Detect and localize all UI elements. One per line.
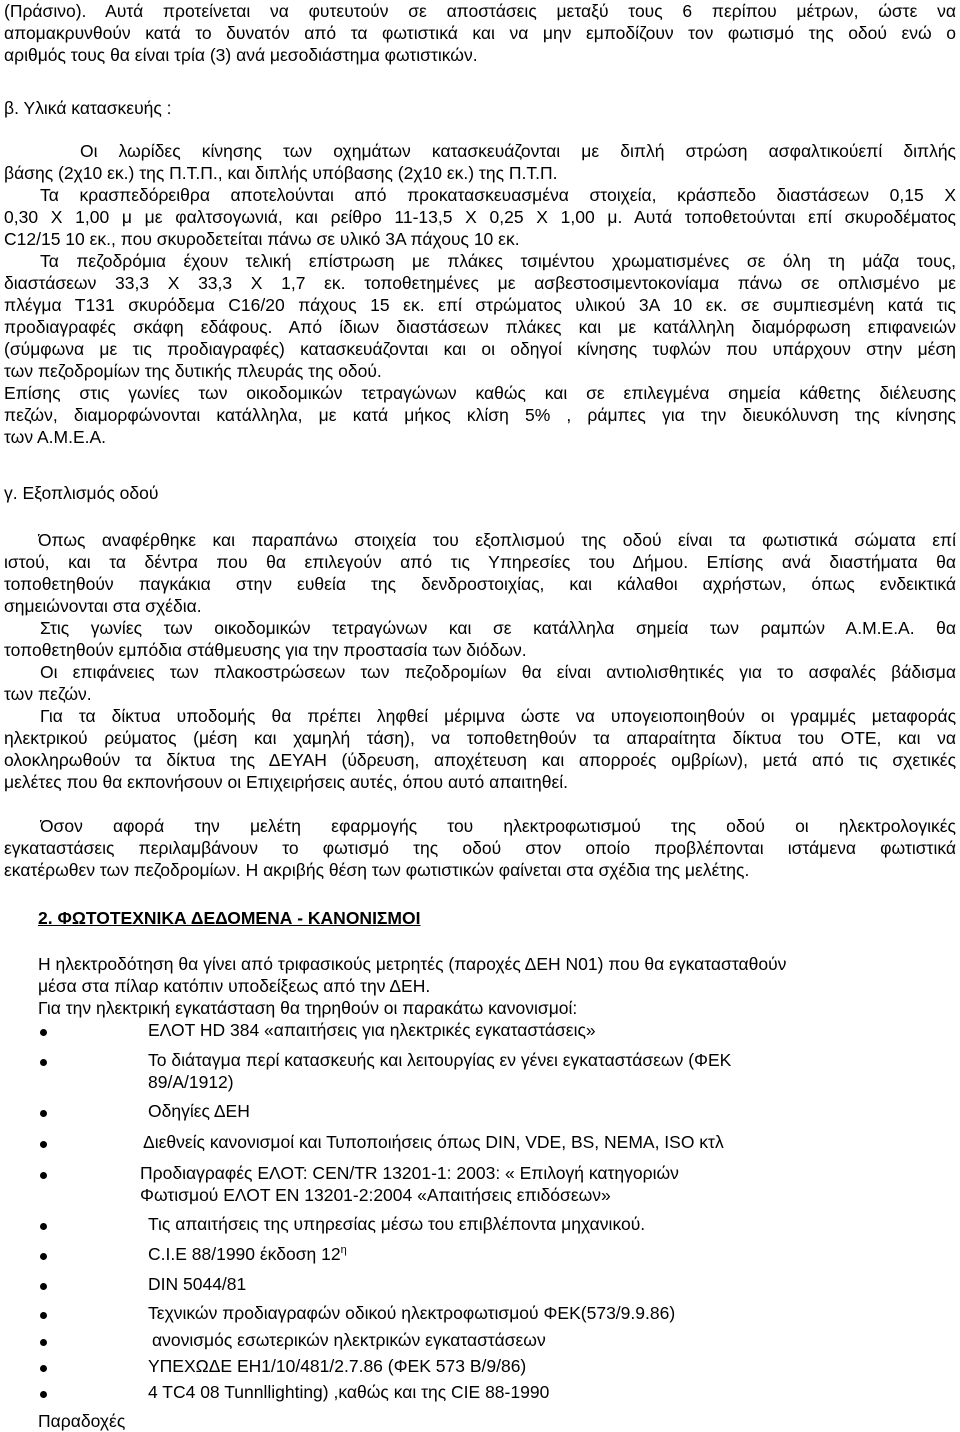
lighting-line: Όσον αφορά την μελέτη εφαρμογής του ηλεκτροφωτισμού της οδού οι ηλεκτρολογικές — [40, 816, 956, 836]
section-g-line: Όπως αναφέρθηκε και παραπάνω στοιχεία του εξοπλισμού της οδού είναι τα φωτιστικά σώματα επί — [38, 530, 956, 550]
section-b-line: προδιαγραφές σκάφη εδάφους. Από ίδιων διαστάσεων πλάκες και με κατάλληλη διαμόρφωση επιφανειών — [4, 317, 956, 337]
section-b-line: των πεζοδρομίων της δυτικής πλευράς της οδού. — [4, 361, 382, 381]
section-g-title: γ. Εξοπλισμός οδού — [4, 483, 159, 503]
section-b-line: διαστάσεων 33,3 Χ 33,3 Χ 1,7 εκ. τοποθετημένες με ασβεστοσιμεντοκονίαμα πάνω σε οπλισμένο με — [4, 273, 956, 293]
section-2-line: Η ηλεκτροδότηση θα γίνει από τριφασικούς μετρητές (παροχές ΔΕΗ Ν01) που θα εγκατασταθούν — [38, 954, 787, 974]
section-b-line: Τα κρασπεδόρειθρα αποτελούνται από προκατασκευασμένα στοιχεία, κράσπεδο διαστάσεων 0,15 Χ — [40, 185, 956, 205]
regulation-item: DIN 5044/81 — [148, 1274, 247, 1294]
bullet-dot — [40, 1059, 47, 1066]
regulation-item: ανονισμός εσωτερικών ηλεκτρικών εγκαταστάσεων — [152, 1330, 546, 1350]
section-g-line: ηλεκτρικού ρεύματος (μέση και χαμηλή τάση), να τοποθετηθούν τα απαραίτητα δίκτυα του ΟΤΕ, και να — [4, 728, 956, 748]
section-g-line: σημειώνονται στα σχέδια. — [4, 596, 202, 616]
regulation-item-text: C.I.E 88/1990 έκδοση 12 — [148, 1244, 341, 1264]
bullet-dot — [40, 1391, 47, 1398]
regulation-item: Τις απαιτήσεις της υπηρεσίας μέσω του επιβλέποντα μηχανικού. — [148, 1214, 646, 1234]
intro-line-2: απομακρυνθούν κατά το δυνατόν από τα φωτιστικά και να μην εμποδίζουν τον φωτισμό της οδού ενώ ο — [4, 23, 956, 43]
section-g-line: ολοκληρωθούν τα δίκτυα της ΔΕΥΑΗ (ύδρευση, αποχέτευση και απορροές ομβρίων), μετά από τις σχετικές — [4, 750, 956, 770]
section-g-line: Στις γωνίες των οικοδομικών τετραγώνων και σε κατάλληλα σημεία των ραμπών Α.Μ.Ε.Α. θα — [40, 618, 956, 638]
lighting-line: εκατέρωθεν των πεζοδρομίων. Η ακριβής θέση των φωτιστικών φαίνεται στα σχέδια της μελέτης. — [4, 860, 750, 880]
section-g-line: ιστού, και τα δέντρα που θα επιλεγούν από τις Υπηρεσίες του Δήμου. Επίσης ανά διαστήματα θα — [4, 552, 956, 572]
regulation-item-cont: Φωτισμού ΕΛΟΤ ΕΝ 13201-2:2004 «Απαιτήσεις επιδόσεων» — [140, 1185, 611, 1205]
section-b-line: C12/15 10 εκ., που σκυροδετείται πάνω σε υλικό 3Α πάχους 10 εκ. — [4, 229, 520, 249]
section-b-line: 0,30 Χ 1,00 μ με φαλτσογωνιά, και ρείθρο 11-13,5 Χ 0,25 Χ 1,00 μ. Αυτά τοποθετούνται επί σκυροδέματος — [4, 207, 956, 227]
section-b-line: πεζών, διαμορφώνονται κατάλληλα, με κατά μήκος κλίση 5% , ράμπες για την διευκόλυνση της κίνησης — [4, 405, 956, 425]
section-2-line: μέσα στα πίλαρ κατόπιν υποδείξεως από την ΔΕΗ. — [38, 976, 431, 996]
bullet-dot — [40, 1223, 47, 1230]
bullet-dot — [40, 1253, 47, 1260]
section-b-line: Επίσης στις γωνίες των οικοδομικών τετραγώνων καθώς και σε επιλεγμένα σημεία κάθετης διέλευσης — [4, 383, 956, 403]
lighting-line: εγκαταστάσεις περιλαμβάνουν το φωτισμό της οδού στον οποίο προβλέπονται ιστάμενα φωτιστικά — [4, 838, 956, 858]
regulation-item: Το διάταγμα περί κατασκευής και λειτουργίας εν γένει εγκαταστάσεων (ΦΕΚ — [148, 1050, 732, 1070]
section-2-title: 2. ΦΩΤΟΤΕΧΝΙΚΑ ΔΕΔΟΜΕΝΑ - ΚΑΝΟΝΙΣΜΟΙ — [38, 908, 421, 928]
regulation-item — [148, 1243, 347, 1268]
bullet-dot — [40, 1312, 47, 1319]
section-g-line: μελέτες που θα εκπονήσουν οι Επιχειρήσεις αυτές, όπου αυτό απαιτηθεί. — [4, 772, 569, 792]
section-g-line: Για τα δίκτυα υποδομής θα πρέπει ληφθεί μέριμνα ώστε να υπογειοποιηθούν οι γραμμές μεταφοράς — [40, 706, 956, 726]
regulation-item: 4 TC4 08 Tunnllighting) ,καθώς και της CIE 88-1990 — [148, 1382, 550, 1402]
section-b-line: των Α.Μ.Ε.Α. — [4, 427, 107, 447]
regulation-item: Οδηγίες ΔΕΗ — [148, 1101, 250, 1121]
bullet-dot — [40, 1141, 47, 1148]
section-g-line: των πεζών. — [4, 684, 92, 704]
section-2-line: Για την ηλεκτρική εγκατάσταση θα τηρηθούν οι παρακάτω κανονισμοί: — [38, 998, 578, 1018]
section-g-line: Οι επιφάνειες των πλακοστρώσεων των πεζοδρομίων θα είναι αντιολισθητικές για το ασφαλές βάδισμα — [40, 662, 956, 682]
bullet-dot — [40, 1110, 47, 1117]
section-b-title: β. Υλικά κατασκευής : — [4, 98, 172, 118]
regulation-item-sup: η — [340, 1244, 347, 1256]
bullet-dot — [40, 1029, 47, 1036]
section-b-line: Τα πεζοδρόμια έχουν τελική επίστρωση με πλάκες τσιμέντου χρωματισμένες σε όλη τη μάζα τους, — [40, 251, 956, 271]
regulation-item: Προδιαγραφές ΕΛΟΤ: CEN/TR 13201-1: 2003: « Επιλογή κατηγοριών — [140, 1163, 679, 1183]
assumptions-heading: Παραδοχές — [38, 1411, 126, 1431]
regulation-item: Διεθνείς κανονισμοί και Τυποποιήσεις όπως DIN, VDE, BS, NEMA, ISO κτλ — [143, 1132, 724, 1152]
bullet-dot — [40, 1283, 47, 1290]
section-b-line: Οι λωρίδες κίνησης των οχημάτων κατασκευάζονται με διπλή στρώση ασφαλτικούεπί διπλής — [80, 141, 956, 161]
regulation-item-cont: 89/Α/1912) — [148, 1072, 234, 1092]
section-b-line: πλέγμα Τ131 σκυρόδεμα C16/20 πάχους 15 εκ. επί στρώματος υλικού 3Α 10 εκ. σε συμπιεσμένη κατά τις — [4, 295, 956, 315]
section-g-line: τοποθετηθούν εμπόδια στάθμευσης για την προστασία των διόδων. — [4, 640, 527, 660]
intro-line-1: (Πράσινο). Αυτά προτείνεται να φυτευτούν σε αποστάσεις μεταξύ τους 6 περίπου μέτρων, ώστε να — [4, 1, 956, 21]
bullet-dot — [40, 1172, 47, 1179]
bullet-dot — [40, 1339, 47, 1346]
intro-line-3: αριθμός τους θα είναι τρία (3) ανά μεσοδιάστημα φωτιστικών. — [4, 45, 478, 65]
regulation-item: ΕΛΟΤ HD 384 «απαιτήσεις για ηλεκτρικές εγκαταστάσεις» — [148, 1020, 596, 1040]
section-b-line: βάσης (2χ10 εκ.) της Π.Τ.Π., και διπλής υπόβασης (2χ10 εκ.) της Π.Τ.Π. — [4, 163, 558, 183]
section-b-line: (σύμφωνα με τις προδιαγραφές) κατασκευάζονται και οι οδηγοί κίνησης τυφλών που υπάρχουν στην μέση — [4, 339, 956, 359]
section-g-line: τοποθετηθούν παγκάκια στην ευθεία της δενδροστοιχίας, και κάλαθοι αχρήστων, όπως ενδεικτικά — [4, 574, 956, 594]
bullet-dot — [40, 1365, 47, 1372]
regulation-item: Τεχνικών προδιαγραφών οδικού ηλεκτροφωτισμού ΦΕΚ(573/9.9.86) — [148, 1303, 676, 1323]
regulation-item: ΥΠΕΧΩΔΕ ΕΗ1/10/481/2.7.86 (ΦΕΚ 573 Β/9/86) — [148, 1356, 527, 1376]
